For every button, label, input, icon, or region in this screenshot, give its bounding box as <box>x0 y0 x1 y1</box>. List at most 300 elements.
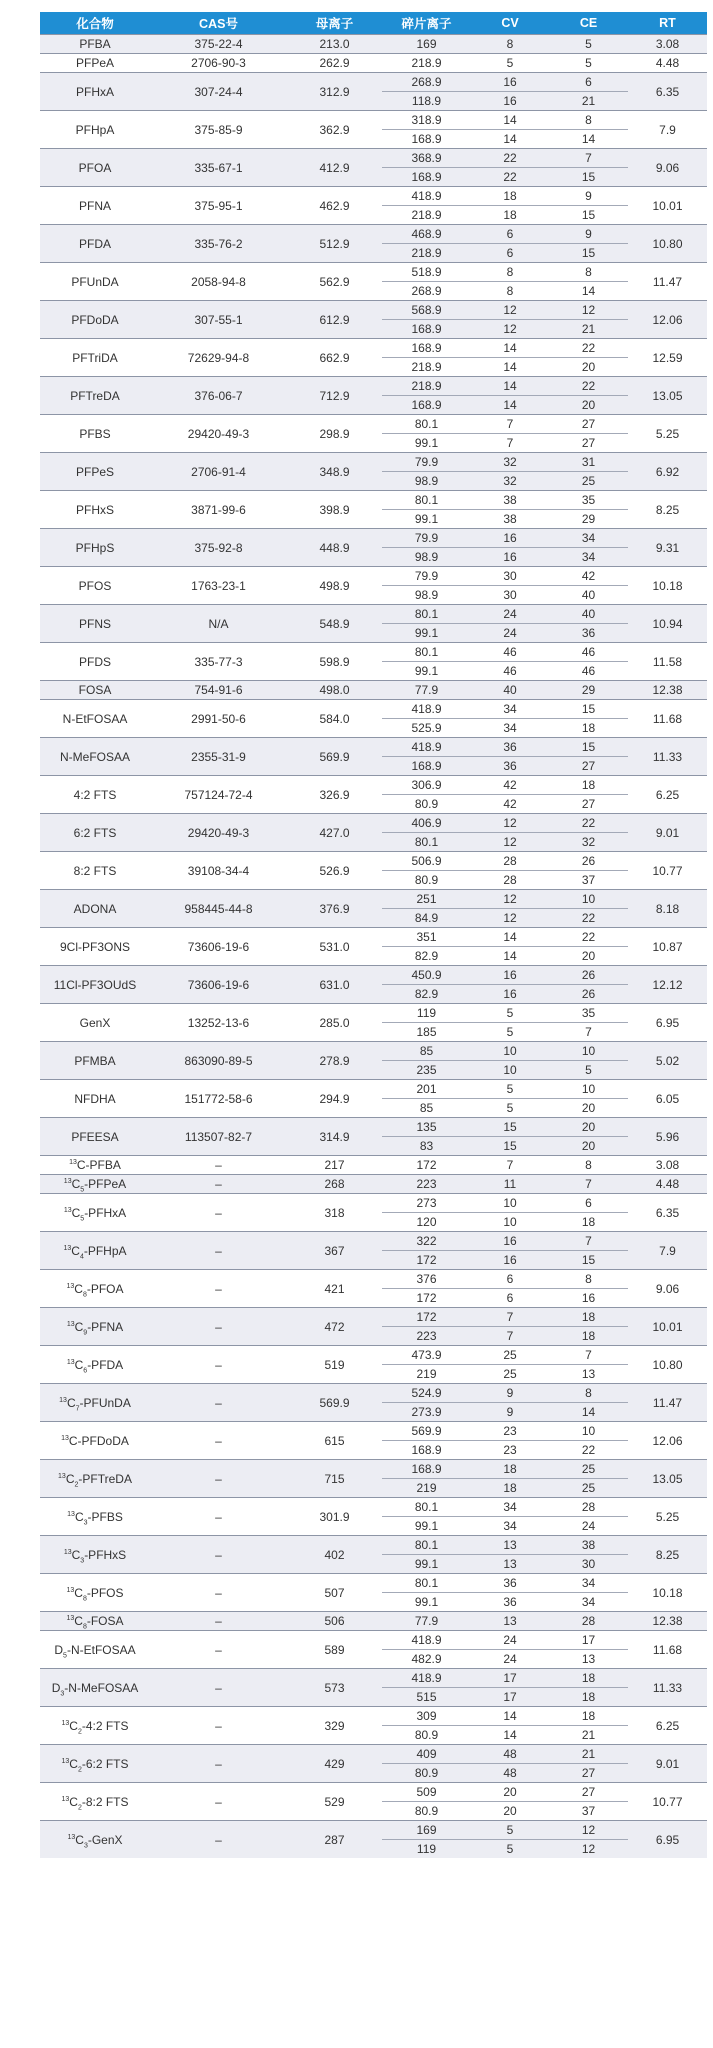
fragment-ion-cell: 418.9 <box>382 187 471 206</box>
compound-cell: PFTriDA <box>40 339 150 377</box>
compound-cell: N-MeFOSAA <box>40 738 150 776</box>
rt-cell: 3.08 <box>628 35 707 54</box>
cas-cell: – <box>150 1194 287 1232</box>
fragment-ion-cell: 273.9 <box>382 1403 471 1422</box>
ce-cell: 36 <box>549 624 628 643</box>
fragment-ion-cell: 172 <box>382 1156 471 1175</box>
ce-cell: 12 <box>549 1821 628 1840</box>
fragment-ion-cell: 82.9 <box>382 947 471 966</box>
table-row <box>40 1308 707 1327</box>
cas-cell: 754-91-6 <box>150 681 287 700</box>
ce-cell: 40 <box>549 605 628 624</box>
parent-ion-cell: 715 <box>287 1460 382 1498</box>
parent-ion-cell: 287 <box>287 1821 382 1859</box>
compound-cell: 11Cl-PF3OUdS <box>40 966 150 1004</box>
ce-cell: 20 <box>549 1137 628 1156</box>
rt-cell: 6.35 <box>628 73 707 111</box>
ce-cell: 8 <box>549 263 628 282</box>
cas-cell: 73606-19-6 <box>150 966 287 1004</box>
fragment-ion-cell: 98.9 <box>382 472 471 491</box>
cas-cell: 757124-72-4 <box>150 776 287 814</box>
cv-cell: 25 <box>471 1346 549 1365</box>
cas-cell: – <box>150 1460 287 1498</box>
ce-cell: 46 <box>549 643 628 662</box>
fragment-ion-cell: 223 <box>382 1327 471 1346</box>
cv-cell: 5 <box>471 54 549 73</box>
ce-cell: 18 <box>549 719 628 738</box>
ce-cell: 18 <box>549 1308 628 1327</box>
cas-cell: – <box>150 1745 287 1783</box>
cv-cell: 14 <box>471 1726 549 1745</box>
fragment-ion-cell: 525.9 <box>382 719 471 738</box>
fragment-ion-cell: 80.1 <box>382 415 471 434</box>
fragment-ion-cell: 99.1 <box>382 1593 471 1612</box>
fragment-ion-cell: 169 <box>382 35 471 54</box>
parent-ion-cell: 584.0 <box>287 700 382 738</box>
parent-ion-cell: 298.9 <box>287 415 382 453</box>
ce-cell: 27 <box>549 434 628 453</box>
cas-cell: 375-22-4 <box>150 35 287 54</box>
cas-cell: 151772-58-6 <box>150 1080 287 1118</box>
fragment-ion-cell: 273 <box>382 1194 471 1213</box>
fragment-ion-cell: 168.9 <box>382 1460 471 1479</box>
fragment-ion-cell: 83 <box>382 1137 471 1156</box>
table-row <box>40 1042 707 1061</box>
cas-cell: – <box>150 1612 287 1631</box>
fragment-ion-cell: 235 <box>382 1061 471 1080</box>
cas-cell: 958445-44-8 <box>150 890 287 928</box>
compound-cell: PFEESA <box>40 1118 150 1156</box>
fragment-ion-cell: 168.9 <box>382 757 471 776</box>
cv-cell: 14 <box>471 396 549 415</box>
cv-cell: 17 <box>471 1669 549 1688</box>
table-row <box>40 1080 707 1099</box>
cv-cell: 12 <box>471 890 549 909</box>
cv-cell: 7 <box>471 1156 549 1175</box>
compound-cell: PFNS <box>40 605 150 643</box>
fragment-ion-cell: 468.9 <box>382 225 471 244</box>
ce-cell: 17 <box>549 1631 628 1650</box>
ce-cell: 15 <box>549 206 628 225</box>
fragment-ion-cell: 168.9 <box>382 1441 471 1460</box>
cv-cell: 12 <box>471 320 549 339</box>
header-fragment-ion: 碎片离子 <box>382 12 471 35</box>
rt-cell: 11.33 <box>628 1669 707 1707</box>
table-row <box>40 339 707 358</box>
ce-cell: 15 <box>549 244 628 263</box>
ce-cell: 37 <box>549 871 628 890</box>
fragment-ion-cell: 79.9 <box>382 453 471 472</box>
table-row <box>40 301 707 320</box>
fragment-ion-cell: 268.9 <box>382 73 471 92</box>
table-row <box>40 35 707 54</box>
ce-cell: 18 <box>549 1688 628 1707</box>
fragment-ion-cell: 79.9 <box>382 567 471 586</box>
fragment-ion-cell: 99.1 <box>382 1555 471 1574</box>
parent-ion-cell: 412.9 <box>287 149 382 187</box>
compound-cell: PFDA <box>40 225 150 263</box>
ce-cell: 13 <box>549 1365 628 1384</box>
cas-cell: 3871-99-6 <box>150 491 287 529</box>
table-row <box>40 700 707 719</box>
compound-cell: $^{13}C_2-4:2$ FTS <box>40 1707 150 1745</box>
parent-ion-cell: 589 <box>287 1631 382 1669</box>
ce-cell: 26 <box>549 852 628 871</box>
compound-cell: $^{13}C_2$-PFTreDA <box>40 1460 150 1498</box>
parent-ion-cell: 512.9 <box>287 225 382 263</box>
cv-cell: 20 <box>471 1783 549 1802</box>
table-row <box>40 1574 707 1593</box>
fragment-ion-cell: 80.1 <box>382 643 471 662</box>
ce-cell: 18 <box>549 1707 628 1726</box>
ce-cell: 27 <box>549 1764 628 1783</box>
rt-cell: 11.68 <box>628 1631 707 1669</box>
fragment-ion-cell: 218.9 <box>382 244 471 263</box>
cv-cell: 22 <box>471 149 549 168</box>
rt-cell: 9.31 <box>628 529 707 567</box>
compound-cell: $^{13}C_3$-PFHxS <box>40 1536 150 1574</box>
compound-cell: PFNA <box>40 187 150 225</box>
compound-cell: PFOS <box>40 567 150 605</box>
cas-cell: N/A <box>150 605 287 643</box>
parent-ion-cell: 529 <box>287 1783 382 1821</box>
compound-cell: 8:2 FTS <box>40 852 150 890</box>
parent-ion-cell: 348.9 <box>287 453 382 491</box>
rt-cell: 4.48 <box>628 54 707 73</box>
compound-cell: NFDHA <box>40 1080 150 1118</box>
ce-cell: 14 <box>549 130 628 149</box>
fragment-ion-cell: 569.9 <box>382 1422 471 1441</box>
cas-cell: 1763-23-1 <box>150 567 287 605</box>
parent-ion-cell: 427.0 <box>287 814 382 852</box>
cv-cell: 5 <box>471 1840 549 1859</box>
table-row <box>40 966 707 985</box>
cas-cell: 29420-49-3 <box>150 814 287 852</box>
fragment-ion-cell: 351 <box>382 928 471 947</box>
fragment-ion-cell: 223 <box>382 1175 471 1194</box>
table-row <box>40 1422 707 1441</box>
parent-ion-cell: 329 <box>287 1707 382 1745</box>
compound-cell: PFHxS <box>40 491 150 529</box>
parent-ion-cell: 612.9 <box>287 301 382 339</box>
rt-cell: 5.02 <box>628 1042 707 1080</box>
fragment-ion-cell: 80.1 <box>382 1536 471 1555</box>
fragment-ion-cell: 450.9 <box>382 966 471 985</box>
ce-cell: 22 <box>549 909 628 928</box>
ce-cell: 27 <box>549 1783 628 1802</box>
pfas-mrm-table <box>40 12 707 1858</box>
parent-ion-cell: 314.9 <box>287 1118 382 1156</box>
cv-cell: 12 <box>471 301 549 320</box>
ce-cell: 20 <box>549 1118 628 1137</box>
fragment-ion-cell: 368.9 <box>382 149 471 168</box>
ce-cell: 35 <box>549 1004 628 1023</box>
ce-cell: 31 <box>549 453 628 472</box>
ce-cell: 21 <box>549 1745 628 1764</box>
parent-ion-cell: 301.9 <box>287 1498 382 1536</box>
table-row <box>40 1194 707 1213</box>
rt-cell: 11.47 <box>628 1384 707 1422</box>
ce-cell: 24 <box>549 1517 628 1536</box>
compound-cell: 6:2 FTS <box>40 814 150 852</box>
cas-cell: 2058-94-8 <box>150 263 287 301</box>
cas-cell: 375-92-8 <box>150 529 287 567</box>
rt-cell: 11.58 <box>628 643 707 681</box>
fragment-ion-cell: 268.9 <box>382 282 471 301</box>
rt-cell: 4.48 <box>628 1175 707 1194</box>
fragment-ion-cell: 218.9 <box>382 54 471 73</box>
cv-cell: 34 <box>471 719 549 738</box>
cv-cell: 14 <box>471 947 549 966</box>
compound-cell: $^{13}C_7$-PFUnDA <box>40 1384 150 1422</box>
rt-cell: 9.01 <box>628 814 707 852</box>
rt-cell: 12.12 <box>628 966 707 1004</box>
cas-cell: 307-24-4 <box>150 73 287 111</box>
cv-cell: 6 <box>471 225 549 244</box>
compound-cell: $^{13}C_5$-PFHxA <box>40 1194 150 1232</box>
cas-cell: 375-95-1 <box>150 187 287 225</box>
parent-ion-cell: 472 <box>287 1308 382 1346</box>
cv-cell: 30 <box>471 567 549 586</box>
ce-cell: 15 <box>549 738 628 757</box>
cv-cell: 14 <box>471 358 549 377</box>
ce-cell: 28 <box>549 1498 628 1517</box>
cv-cell: 46 <box>471 643 549 662</box>
parent-ion-cell: 498.0 <box>287 681 382 700</box>
fragment-ion-cell: 172 <box>382 1251 471 1270</box>
fragment-ion-cell: 172 <box>382 1308 471 1327</box>
compound-cell: PFHpA <box>40 111 150 149</box>
rt-cell: 5.25 <box>628 415 707 453</box>
cv-cell: 36 <box>471 738 549 757</box>
cv-cell: 23 <box>471 1422 549 1441</box>
cas-cell: 335-77-3 <box>150 643 287 681</box>
cv-cell: 5 <box>471 1004 549 1023</box>
ce-cell: 20 <box>549 358 628 377</box>
rt-cell: 10.80 <box>628 1346 707 1384</box>
cv-cell: 14 <box>471 377 549 396</box>
fragment-ion-cell: 85 <box>382 1042 471 1061</box>
compound-cell: $^{13}C_8$-FOSA <box>40 1612 150 1631</box>
cv-cell: 10 <box>471 1213 549 1232</box>
compound-cell: $^{13}$C-PFBA <box>40 1156 150 1175</box>
cv-cell: 30 <box>471 586 549 605</box>
cas-cell: 2706-91-4 <box>150 453 287 491</box>
cv-cell: 15 <box>471 1118 549 1137</box>
cv-cell: 10 <box>471 1042 549 1061</box>
header-rt: RT <box>628 12 707 35</box>
cv-cell: 8 <box>471 35 549 54</box>
cas-cell: 335-67-1 <box>150 149 287 187</box>
fragment-ion-cell: 218.9 <box>382 358 471 377</box>
fragment-ion-cell: 406.9 <box>382 814 471 833</box>
parent-ion-cell: 506 <box>287 1612 382 1631</box>
cas-cell: 863090-89-5 <box>150 1042 287 1080</box>
ce-cell: 22 <box>549 814 628 833</box>
ce-cell: 30 <box>549 1555 628 1574</box>
ce-cell: 46 <box>549 662 628 681</box>
ce-cell: 20 <box>549 1099 628 1118</box>
cas-cell: 73606-19-6 <box>150 928 287 966</box>
ce-cell: 8 <box>549 111 628 130</box>
table-row <box>40 1346 707 1365</box>
cas-cell: 376-06-7 <box>150 377 287 415</box>
ce-cell: 18 <box>549 776 628 795</box>
cas-cell: – <box>150 1498 287 1536</box>
cas-cell: – <box>150 1308 287 1346</box>
parent-ion-cell: 548.9 <box>287 605 382 643</box>
cv-cell: 16 <box>471 966 549 985</box>
parent-ion-cell: 376.9 <box>287 890 382 928</box>
fragment-ion-cell: 118.9 <box>382 92 471 111</box>
cv-cell: 10 <box>471 1061 549 1080</box>
compound-cell: PFMBA <box>40 1042 150 1080</box>
fragment-ion-cell: 251 <box>382 890 471 909</box>
ce-cell: 32 <box>549 833 628 852</box>
rt-cell: 7.9 <box>628 1232 707 1270</box>
fragment-ion-cell: 509 <box>382 1783 471 1802</box>
table-row <box>40 890 707 909</box>
ce-cell: 14 <box>549 282 628 301</box>
fragment-ion-cell: 82.9 <box>382 985 471 1004</box>
fragment-ion-cell: 99.1 <box>382 434 471 453</box>
cv-cell: 7 <box>471 1308 549 1327</box>
compound-cell: GenX <box>40 1004 150 1042</box>
ce-cell: 15 <box>549 1251 628 1270</box>
cv-cell: 15 <box>471 1137 549 1156</box>
cas-cell: 2706-90-3 <box>150 54 287 73</box>
cv-cell: 13 <box>471 1536 549 1555</box>
cas-cell: – <box>150 1175 287 1194</box>
cas-cell: – <box>150 1536 287 1574</box>
cas-cell: 13252-13-6 <box>150 1004 287 1042</box>
fragment-ion-cell: 99.1 <box>382 1517 471 1536</box>
fragment-ion-cell: 524.9 <box>382 1384 471 1403</box>
fragment-ion-cell: 418.9 <box>382 1669 471 1688</box>
cas-cell: 375-85-9 <box>150 111 287 149</box>
rt-cell: 6.05 <box>628 1080 707 1118</box>
cv-cell: 18 <box>471 206 549 225</box>
cv-cell: 6 <box>471 244 549 263</box>
cv-cell: 6 <box>471 1270 549 1289</box>
header-cas: CAS号 <box>150 12 287 35</box>
rt-cell: 12.38 <box>628 681 707 700</box>
rt-cell: 10.80 <box>628 225 707 263</box>
table-row <box>40 529 707 548</box>
fragment-ion-cell: 219 <box>382 1479 471 1498</box>
compound-cell: $^{13}C_8$-PFOA <box>40 1270 150 1308</box>
cv-cell: 5 <box>471 1821 549 1840</box>
table-row <box>40 263 707 282</box>
parent-ion-cell: 421 <box>287 1270 382 1308</box>
fragment-ion-cell: 80.1 <box>382 833 471 852</box>
table-row <box>40 225 707 244</box>
cas-cell: 335-76-2 <box>150 225 287 263</box>
ce-cell: 15 <box>549 700 628 719</box>
parent-ion-cell: 462.9 <box>287 187 382 225</box>
table-row <box>40 1118 707 1137</box>
parent-ion-cell: 448.9 <box>287 529 382 567</box>
fragment-ion-cell: 482.9 <box>382 1650 471 1669</box>
rt-cell: 10.01 <box>628 1308 707 1346</box>
fragment-ion-cell: 518.9 <box>382 263 471 282</box>
cas-cell: – <box>150 1669 287 1707</box>
compound-cell: PFHxA <box>40 73 150 111</box>
cv-cell: 24 <box>471 605 549 624</box>
table-header <box>40 12 707 35</box>
ce-cell: 27 <box>549 795 628 814</box>
cas-cell: 113507-82-7 <box>150 1118 287 1156</box>
ce-cell: 10 <box>549 1042 628 1061</box>
cv-cell: 34 <box>471 1517 549 1536</box>
rt-cell: 11.33 <box>628 738 707 776</box>
cas-cell: 307-55-1 <box>150 301 287 339</box>
table-row <box>40 1270 707 1289</box>
cv-cell: 12 <box>471 833 549 852</box>
fragment-ion-cell: 219 <box>382 1365 471 1384</box>
ce-cell: 5 <box>549 35 628 54</box>
cas-cell: 29420-49-3 <box>150 415 287 453</box>
ce-cell: 26 <box>549 985 628 1004</box>
compound-cell: 4:2 FTS <box>40 776 150 814</box>
parent-ion-cell: 294.9 <box>287 1080 382 1118</box>
fragment-ion-cell: 79.9 <box>382 529 471 548</box>
rt-cell: 6.95 <box>628 1004 707 1042</box>
cas-cell: – <box>150 1346 287 1384</box>
cv-cell: 7 <box>471 415 549 434</box>
fragment-ion-cell: 168.9 <box>382 339 471 358</box>
cv-cell: 36 <box>471 1574 549 1593</box>
header-compound: 化合物 <box>40 12 150 35</box>
compound-cell: $D_3-N$-MeFOSAA <box>40 1669 150 1707</box>
fragment-ion-cell: 84.9 <box>382 909 471 928</box>
cv-cell: 13 <box>471 1555 549 1574</box>
fragment-ion-cell: 98.9 <box>382 548 471 567</box>
table-row <box>40 1669 707 1688</box>
cas-cell: – <box>150 1232 287 1270</box>
cas-cell: 2991-50-6 <box>150 700 287 738</box>
cv-cell: 7 <box>471 1327 549 1346</box>
cv-cell: 9 <box>471 1384 549 1403</box>
fragment-ion-cell: 185 <box>382 1023 471 1042</box>
cv-cell: 23 <box>471 1441 549 1460</box>
cv-cell: 8 <box>471 282 549 301</box>
rt-cell: 6.35 <box>628 1194 707 1232</box>
ce-cell: 6 <box>549 1194 628 1213</box>
rt-cell: 8.25 <box>628 1536 707 1574</box>
fragment-ion-cell: 85 <box>382 1099 471 1118</box>
rt-cell: 12.06 <box>628 301 707 339</box>
fragment-ion-cell: 99.1 <box>382 510 471 529</box>
fragment-ion-cell: 306.9 <box>382 776 471 795</box>
parent-ion-cell: 367 <box>287 1232 382 1270</box>
compound-cell: $^{13}C_2-6:2$ FTS <box>40 1745 150 1783</box>
fragment-ion-cell: 168.9 <box>382 320 471 339</box>
fragment-ion-cell: 80.9 <box>382 1726 471 1745</box>
ce-cell: 34 <box>549 1593 628 1612</box>
cv-cell: 38 <box>471 491 549 510</box>
parent-ion-cell: 615 <box>287 1422 382 1460</box>
fragment-ion-cell: 515 <box>382 1688 471 1707</box>
fragment-ion-cell: 318.9 <box>382 111 471 130</box>
cv-cell: 36 <box>471 757 549 776</box>
table-row <box>40 111 707 130</box>
parent-ion-cell: 507 <box>287 1574 382 1612</box>
fragment-ion-cell: 201 <box>382 1080 471 1099</box>
parent-ion-cell: 712.9 <box>287 377 382 415</box>
parent-ion-cell: 631.0 <box>287 966 382 1004</box>
compound-cell: $^{13}C_8$-PFOS <box>40 1574 150 1612</box>
